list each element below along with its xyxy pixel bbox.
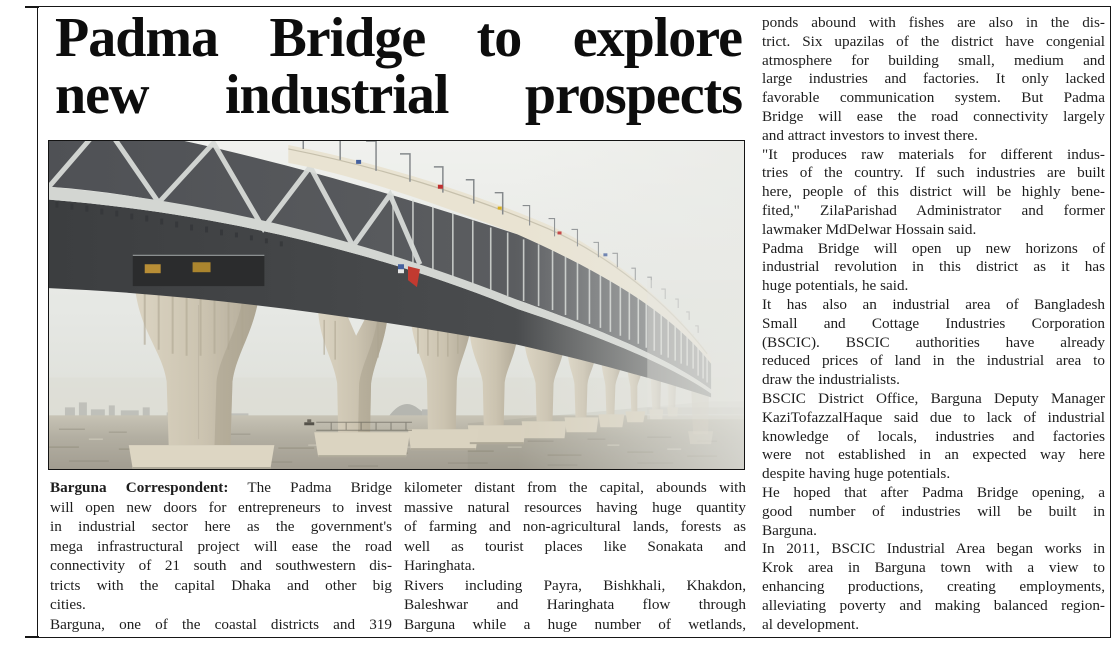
text-line: kilometer distant from the capital, abounds with: [404, 479, 746, 496]
text-line: al development.: [762, 615, 859, 633]
headline-line-2: new industrial prospects: [55, 64, 742, 126]
bridge-photo: [48, 140, 745, 470]
text-line: good number of industries will be built in: [762, 502, 1105, 520]
text-line: atmosphere for building small, medium and: [762, 51, 1105, 69]
text-line: knowledge of locals, industries and factories: [762, 427, 1105, 445]
text-line: It has also an industrial area of Bangladesh: [762, 295, 1105, 313]
text-line: industrial revolution in this district as it has: [762, 258, 1105, 276]
text-line: Baleshwar and Haringhata flow through: [404, 596, 746, 613]
text-line: enhancing productions, creating employments,: [762, 577, 1105, 595]
bottom-rule-extension: [25, 636, 39, 638]
text-line: well as tourist places like Sonakata and: [404, 537, 746, 555]
text-line: favorable communication system. But Padma: [762, 89, 1105, 107]
text-line: In 2011, BSCIC Industrial Area began works in: [762, 540, 1105, 558]
text-line: huge potentials, he said.: [762, 277, 909, 295]
text-line: Barguna Correspondent: The Padma Bridge: [50, 479, 393, 496]
byline: Barguna Correspondent:: [50, 479, 229, 496]
text-line: in industrial sector here as the government's: [50, 518, 392, 535]
text-line: tricts with the capital Dhaka and other big: [50, 576, 392, 594]
text-line: He hoped that after Padma Bridge opening, a: [762, 483, 1105, 501]
text-line: Small and Cottage Industries Corporation: [762, 314, 1105, 332]
text-line: cities.: [50, 596, 86, 613]
article-column-2: [404, 478, 746, 634]
text-line: large industries and factories. It only lacked: [762, 70, 1105, 88]
article-column-1: [50, 478, 392, 634]
text-line: connectivity of 21 south and southwestern dis-: [50, 557, 392, 574]
text-line: KaziTofazzalHaque said due to lack of industrial: [762, 408, 1105, 426]
bridge-photo-illustration: [49, 141, 744, 469]
text-line: Haringhata.: [404, 557, 476, 574]
article-column-3: [762, 14, 1105, 634]
distance-haze: [518, 141, 744, 469]
headline: [55, 7, 742, 126]
text-line: BSCIC District Office, Barguna Deputy Manager: [762, 389, 1105, 407]
text-line: will open new doors for entrepreneurs to invest: [50, 498, 392, 516]
text-line: fited," ZilaParishad Administrator and former: [762, 201, 1105, 219]
text-line: Barguna, one of the coastal districts and 319: [50, 615, 392, 633]
text-line: despite having huge potentials.: [762, 465, 951, 483]
text-line: trict. Six upazilas of the district have congenial: [762, 32, 1105, 50]
text-line: and attract investors to invest there.: [762, 126, 978, 144]
text-line: draw the industrialists.: [762, 371, 900, 389]
text-line: here, people of this district will be highly bene-: [762, 183, 1105, 201]
text-line: ponds abound with fishes are also in the dis-: [762, 14, 1105, 31]
text-line: (BSCIC). BSCIC authorities have already: [762, 333, 1105, 351]
headline-line-1: Padma Bridge to explore: [55, 7, 742, 69]
text-line: Bridge will ease the road connectivity largely: [762, 107, 1105, 125]
text-line: Rivers including Payra, Bishkhali, Khakdon,: [404, 576, 746, 594]
text-line: were not established in an expected way here: [762, 446, 1105, 464]
text-line: reduced prices of land in the industrial area to: [762, 352, 1105, 370]
top-rule-extension: [25, 6, 39, 8]
text-line: Padma Bridge will open up new horizons of: [762, 239, 1105, 257]
text-line: alleviating poverty and making balanced region-: [762, 596, 1105, 614]
text-line: Barguna while a huge number of wetlands,: [404, 615, 746, 633]
text-line: lawmaker MdDelwar Hossain said.: [762, 220, 977, 238]
text-line: massive natural resources having huge quantity: [404, 498, 746, 516]
text-line: Barguna.: [762, 521, 817, 539]
text-line: "It produces raw materials for different indus-: [762, 145, 1105, 163]
text-line: tries of the country. If such industries are built: [762, 164, 1105, 182]
text-line: mega infrastructural project will ease the road: [50, 537, 392, 555]
text-line: Krok area in Barguna town with a view to: [762, 559, 1105, 577]
text-line: of farming and non-agricultural lands, forests as: [404, 518, 746, 535]
maintenance-gantry: [133, 254, 265, 286]
